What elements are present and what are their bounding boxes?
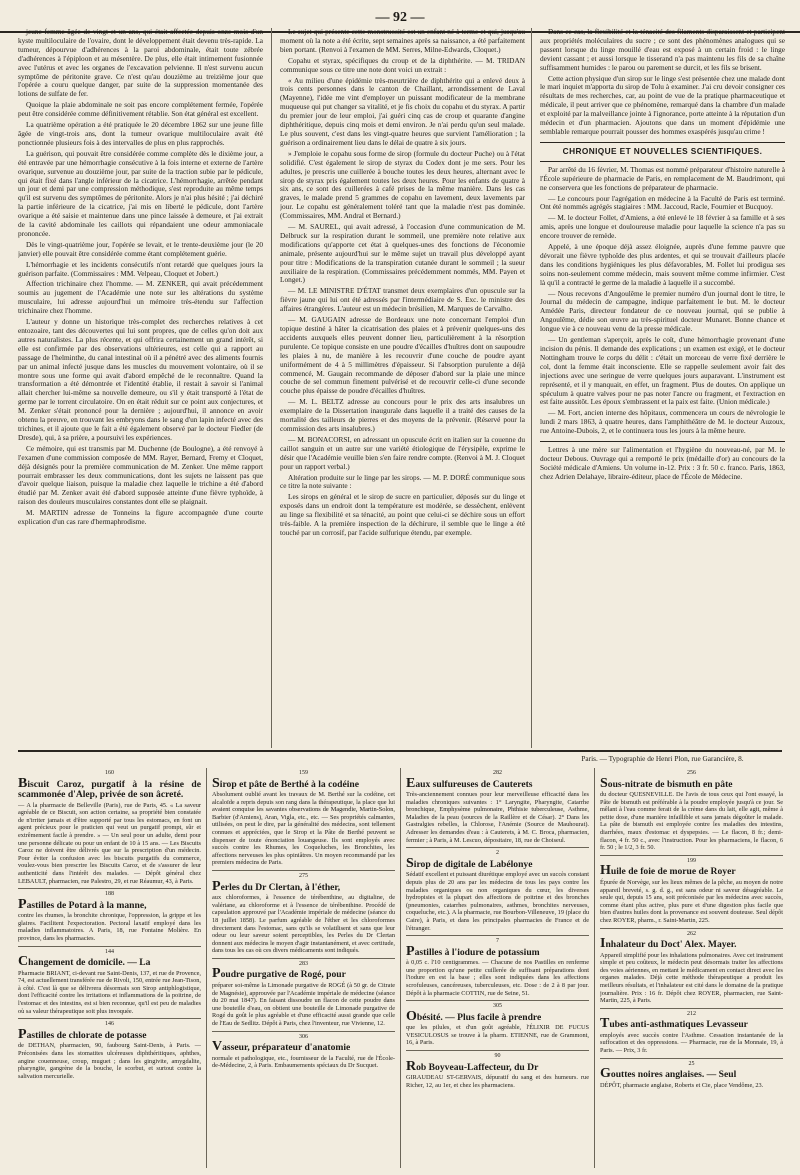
- advertisement: [600, 929, 783, 1009]
- ad-headline: Gouttes noires anglaises. — Seul: [600, 1066, 737, 1082]
- article-paragraph: Ce mémoire, qui est transmis par M. Duchenne (de Boulogne), a été renvoyé à l'examen d'une commission composée de MM. Rayer, Bernard, Fremy et Cloquet, déjà désignés pour la première communication de M. Zenker. Une même rapport pourrait embrasser les deux communications, dont les sujets ne laissent pas que d'avoir quelque liaison, puisque la maladie chez laquelle le trichine a été d'abord étudié par M. Zenker avait été d'abord supposée atteinte d'une fièvre typhoïde, à raison des douleurs musculaires constantes dont elle se plaignait.: [18, 443, 263, 507]
- ad-column-1: [18, 768, 201, 1168]
- ad-headline: Poudre purgative de Rogé, pour: [212, 966, 346, 982]
- ad-text: Pharmacie BRIANT, ci-devant rue Saint-Denis, 137, et rue de Provence, 74, est actuellement transférée rue de Rivoli, 150, entrée rue Jean-Tison, à côté. C'est là que se délivrera désormais son Sirop antiphlogistique, dont l'efficacité contre les irritations et inflammations de la poitrine, de l'estomac et des intestins, est si bien reconnue, qu'il est peu de maladies où sa valeur thérapeutique soit plus invoquée.: [18, 969, 201, 1015]
- chronicle-paragraph: — Le concours pour l'agrégation en médecine à la Faculté de Paris est terminé. Ont été nommés agrégés stagiaires : MM. Jaccoud, Racle, Fournier et Bucquoy.: [540, 193, 785, 212]
- ad-number: 262: [687, 930, 696, 937]
- footer-rule: [18, 750, 782, 752]
- article-column-1: [18, 28, 263, 748]
- article-paragraph: L'auteur y donne un historique très-complet des recherches relatives à cet entozoaire, tant des découvertes qui lui sont propres, que de celles qu'on doit aux autres naturalistes. La plus récente, et qui offrira certainement un grand intérêt, si elle est confirmée par des observations ultérieures, est celle qui a rapport au passage de l'helminthe, du canal intestinal où il a pénétré avec des aliments fournis par un animal infecté jusque dans les muscles du mouvement volontaire, où il se montre sous une forme qui avait d'abord empêché de le reconnaître. Quand la transformation a été démontrée et l'identité établie, il restait à savoir si l'animal allait chercher lui-même sa nouvelle demeure, ou s'il y était transporté à l'état de germe par le torrent circulatoire. On en était réduit sur ce point aux conjectures, et M. Zenker s'était prononcé pour la dernière ; aujourd'hui, il annonce en avoir obtenu la preuve, en trouvant les embryons dans le sang d'un lapin infecté avec des trichines, et il ajoute que le fait a été également observé par le docteur Fiedler (de Dresde), qui, à sa prière, a poursuivi les expériences.: [18, 317, 263, 442]
- article-column-2: [280, 28, 525, 748]
- advertisement: [406, 936, 589, 1001]
- ad-number: 283: [299, 960, 308, 967]
- advertisement: [212, 1032, 395, 1073]
- ad-text: — A la pharmacie de Belleville (Paris), rue de Paris, 45. « La saveur agréable de ce Biscuit, son action certaine, sa propriété bien constatée de n'irriter jamais et d'être supporté par tous les estomacs, en font un agent précieux pour le praticien qui veut un purgatif prompt, sûr et extrêmement facile à prendre. » — Un seul pour un adulte, demi pour une personne délicate ou pour un enfant de 10 à 15 ans. — Les Biscuits Caroz ne doivent être délivrés que sur la prescription d'un médecin. Pour éviter la confusion avec les biscuits purgatifs du commerce, voulez-vous bien prescrire les Biscuits Caroz, et de s'assurer de leur authenticité dans l'intérêt des malades. — Dépôt général chez LEBAULT, pharmacien, rue Palestro, 29, et rue Réaumur, 43, à Paris.: [18, 801, 201, 885]
- ad-text: DÉPÔT, pharmacie anglaise, Roberts et Cie, place Vendôme, 23.: [600, 1081, 764, 1089]
- ad-headline: Changement de domicile. — La: [18, 954, 151, 970]
- article-paragraph: « Au milieu d'une épidémie très-meurtrière de diphthérite qui a enlevé deux à trois cents personnes dans le canton de Chaillant, arrondissement de Laval (Mayenne), l'idée me vint d'employer un puissant modificateur de la membrane muqueuse qui put changer sa vitalité, et je fis choix du copahu et du styrax. A partir du premier jour de leur emploi, j'ai guéri cinq cas de croup et quarante d'angine diphthéritique, depuis cinq mois et demi environ. Je n'ai perdu qu'un seul malade. Le plus souvent, c'est dans les vingt-quatre heures que survient l'amélioration ; la guérison a ordinairement lieu dans le délai de quatre à six jours.: [280, 75, 525, 147]
- ad-text: employés avec succès contre l'Asthme. Cessation instantanée de la suffocation et des oppressions. — Pharmacie, rue de la Monnaie, 19, à Paris. — Prix, 3 fr.: [600, 1031, 783, 1055]
- ad-headline: Pastilles de chlorate de potasse: [18, 1026, 147, 1042]
- ad-headline: Sirop de digitale de Labélonye: [406, 855, 533, 871]
- ad-headline: Sous-nitrate de bismuth en pâte: [600, 775, 733, 791]
- imprint: Paris. — Typographie de Henri Plon, rue Garancière, 8.: [581, 754, 744, 763]
- ad-text: aux chloroformes, à l'essence de térébenthine, au digitaline, de valériane, au chloroforme et à l'essence de térébenthine. Procédé de capsulation approuvé par l'Académie impériale de médecine (séance du 18 juillet 1858). Le parfum agréable de l'éther et les chloroformes directement dans l'estomac, sans qu'ils se volatilisent et sans que leur odeur ou leur saveur soient perceptibles, les Perles du Dr Clertan donnent aux médecins le moyen d'agir instantanément, et avec certitude, dans tous les cas où ces divers médicaments sont indiqués.: [212, 894, 395, 955]
- ad-number: 90: [494, 1053, 501, 1060]
- column-rule: [206, 768, 207, 1168]
- ad-column-2: [212, 768, 395, 1168]
- article-paragraph: L'hémorrhagie et les incidents consécutifs n'ont retardé que quelques jours la guérison parfaite. (Commissaires : MM. Velpeau, Cloquet et Jobert.): [18, 259, 263, 278]
- article-paragraph: Quoique la plaie abdominale ne soit pas encore complétement fermée, l'opérée peut être considérée comme définitivement rétablie. Son état général est excellent.: [18, 100, 263, 119]
- advertisement: [406, 1051, 589, 1092]
- ad-text: Absolument oublié avant les travaux de M. Berthé sur la codéine, cet alcaloïde a repris depuis son rang dans la thérapeutique, la place que lui avaient conquise les savantes observations de Magendie, Martin-Solon, Barbier (d'Amiens), Aran, Vigla, etc., etc. — Ses propriétés calmantes, utilisées, on peut le dire, par la généralité des médecins, sont tellement connues et appréciées, que le Sirop et la Pâte de Berthé peuvent se dispenser de toute énonciation louangeuse. Ils sont employés avec succès contre les Rhumes, les Coqueluches, les Bronchites, les affections nerveuses les plus opiniâtres. Un moyen recommandé par les premiers médecins de Paris.: [212, 791, 395, 867]
- column-rule: [271, 28, 272, 748]
- chronicle-paragraph: — Nous recevons d'Angoulême le premier numéro d'un journal dont le titre, le Journal du médecin de campagne, indique parfaitement le but. M. le docteur Amédée Paris, directeur fondateur de ce nouveau journal, qui se publie à Angoulême, dédie son œuvre au très-spirituel docteur Munaret. Bonne chance et longue vie à ce nouveau venu de la presse médicale.: [540, 288, 785, 334]
- ad-number: 25: [688, 1060, 695, 1067]
- article-paragraph: Le sujet qui présente cette monstruosité est un enfant né à terme et qui, jusqu'au moment où la note a été écrite, sept semaines après sa naissance, a été parfaitement bien portant. (Renvoi à l'examen de MM. Serres, Milne-Edwards, Cloquet.): [280, 28, 525, 54]
- ad-number: 305: [493, 1003, 502, 1010]
- ad-text: préparer soi-même la Limonade purgative de ROGÉ (à 50 gr. de Citrate de Magnésie), approuvée par l'Académie impériale de médecine (séance du 20 mai 1847). En faisant dissoudre un flacon de cette poudre dans une bouteille d'eau, on obtient une bouteille de Limonade purgative de Rogé du goût le plus agréable et d'une efficacité aussi grande que celle de l'Eau de Sedlitz. Dépôt à Paris, chez l'inventeur, rue Vivienne, 12.: [212, 981, 395, 1027]
- ad-number: 2: [496, 850, 499, 857]
- ad-text: que les pilules, et d'un goût agréable, l'ÉLIXIR DE FUCUS VESICULOSUS se trouve à la pharm. ETIENNE, rue de Grammont, 16, à Paris.: [406, 1024, 589, 1047]
- ad-number: 282: [493, 770, 502, 776]
- ad-number: 159: [299, 770, 308, 776]
- ad-text: à 0,05 c. l'10 centigrammes. — Chacune de nos Pastilles en renferme une proportion qu'une petite cuillerée de suffisant préparations dont l'iodure en est la base ; elles sont indiquées dans les affections scrofuleuses, cancéreuses, tuberculeuses, etc. Dose : de 2 à 8 par jour. Dépôt à la pharmacie COTTIN, rue de Seine, 51.: [406, 959, 589, 997]
- ad-column-3: [406, 768, 589, 1168]
- column-rule: [594, 768, 595, 1168]
- advertisement: [600, 856, 783, 929]
- article-paragraph: — M. L. BELTZ adresse au concours pour le prix des arts insalubres un exemplaire de la Dissertation inaugurale dans laquelle il a traité des causes de la mortalité des tailleurs de pierres et des moyens de la prévenir. (Réservé pour la commission des arts insalubres.): [280, 397, 525, 433]
- section-rule: [540, 142, 785, 143]
- ad-text: de DETHAN, pharmacien, 90, faubourg Saint-Denis, à Paris. — Préconisées dans les stomatites ulcéreuses diphthéritiques, aphthes, angine couenneuse, croup, muguet ; dans les gingivite, amygdalite, pharyngite, gangrène de la bouche, le scorbut, et surtout contre la salivation mercurielle.: [18, 1042, 201, 1080]
- ad-number: 212: [687, 1010, 696, 1017]
- ad-headline: Tubes anti-asthmatiques Levasseur: [600, 1016, 748, 1032]
- ad-text: Très-anciennement connues pour leur merveilleuse efficacité dans les maladies chroniques suivantes : 1° Laryngite, Pharyngite, Catarrhe bronchique, Emphysème pulmonaire, Phthisie tuberculeuse, Asthme, Maladies de la peau (sources de la Raillère et de César). 2° Dans les Gastralgies rebelles, la Chlorose, l'Anémie (Source de Mauhourat). Adresser les demandes d'eau : à Cauterets, à M. C. Broca, pharmacien, fermier ; à Paris, à M. Lescuo, dépositaire, 18, rue de Choiseul.: [406, 791, 589, 844]
- column-rule: [531, 28, 532, 748]
- chronicle-paragraph: — M. Fort, ancien interne des hôpitaux, commencera un cours de névrologie le lundi 2 mars 1863, à quatre heures, dans l'amphithéâtre de M. le docteur Auzoux, rue Antoine-Dubois, 2, et le continuera tous les jours à la même heure.: [540, 408, 785, 436]
- chronicle-title: CHRONIQUE ET NOUVELLES SCIENTIFIQUES.: [562, 145, 763, 156]
- advertisement: [212, 959, 395, 1032]
- advertisement: [18, 768, 201, 889]
- article-paragraph: jeune femme âgée de vingt et un ans, qui était affectée depuis onze mois d'un kyste multiloculaire de l'ovaire, dont le développement était devenu très-rapide. La tumeur, dépourvue d'adhérences à la paroi abdominale, était toute zébrée d'adhérences à l'épiploon et au mésentère. De plus, elle était intimement fusionnée avec l'utérus et avec les organes de l'excavation pelvienne. Il n'est survenu aucun symptôme de péritonite grave. Ce n'est qu'au douzième au treizième jour que l'opérée a couru quelque danger, par suite de la suppression momentanée des lotions de sulfate de fer.: [18, 28, 263, 99]
- ad-headline: Pastilles de Potard à la manne,: [18, 896, 147, 912]
- ad-text: du docteur QUESNEVILLE. De l'avis de tous ceux qui l'ont essayé, la Pâte de bismuth est préférable à la poudre employée jusqu'à ce jour. Se mêlant à l'eau comme ferait de la crème dans du lait, elle agit, même à petite dose, d'une manière infaillible et sans jamais dégoûter le malade. La pâte de bismuth est employée contre les maladies des intestins, diarrhées, maux d'estomac et dyspepsies. — Le flacon, 8 fr.; demi-flacon, 4 fr. 50 c., avec l'instruction. Pour les pharmaciens, le flacon, 6 fr. 50 ; le 1/2, 3 fr. 50.: [600, 791, 783, 852]
- ad-text: Appareil simplifié pour les inhalations pulmonaires. Avec cet instrument simple et peu coûteux, le médecin peut désormais traiter les affections des voies aériennes, en mettant le médicament en contact direct avec les organes malades. Déjà cette méthode thérapeutique a produit les meilleurs résultats, et l'inhalateur est cité dans le domaine de la pratique journalière. Prix : 16 fr. Dépôt chez ROYER, pharmacien, rue Saint-Martin, 225, à Paris.: [600, 951, 783, 1005]
- ad-column-4: [600, 768, 783, 1168]
- article-paragraph: Copahu et styrax, spécifiques du croup et de la diphthérite. — M. TRIDAN communique sous ce titre une note dont voici un extrait :: [280, 55, 525, 74]
- article-paragraph: — M. GAUGAIN adresse de Bordeaux une note concernant l'emploi d'un topique destiné à hâter la cicatrisation des plaies et à prévenir quelques-uns des accidents auxquels elles peuvent donner lieu, particulièrement à la résorption purulente. Ce topique consiste en une poudre d'écailles d'huîtres dont on saupoudre les plaies à nu, de manière à les recouvrir d'une couche de poudre ayant uniformément de 4 à 5 millimètres d'épaisseur. Si l'absorption purulente a déjà commencé, M. Gaugain recommande de déposer d'abord sur la plaie une mince couche de sel commun finement pulvérisé et de recouvrir celle-ci d'une seconde couche plus épaisse de poudre d'écailles d'huîtres.: [280, 315, 525, 396]
- ad-headline: Huile de foie de morue de Royer: [600, 863, 736, 879]
- article-paragraph: La guérison, qui pouvait être considérée comme complète dès le dixième jour, a été entravée par une hémorrhagie consécutive à la fois interne et externe de l'artère ovarique, survenue au douzième jour, par suite de la traction subie par le pédicule, qui était fixé dans l'angle inférieur de la cicatrice. L'hémorrhagie, arrêtée pendant un jour et demi par une compression méthodique, s'est reproduite au même temps qu'il est survenu des symptômes de péritonite. Alors je n'ai plus hésité ; j'ai déchiré la partie inférieure de la cicatrice, j'ai mis en liberté le pédicule, dont l'artère ovarique a été saisie et maintenue dans une pince laissée à demeure, et j'ai extrait de la cavité abdominale les caillots qui répandaient une odeur ammoniacale prononcée.: [18, 148, 263, 238]
- article-paragraph: — M. SAUREL, qui avait adressé, à l'occasion d'une communication de M. Delbruck sur la respiration durant le sommeil, une première note relative aux modifications qu'apporte cet état à quelques-unes des fonctions de l'économie animale, présente aujourd'hui sur le même sujet un travail plus développé ayant pour titre : Modifications de la transpiration cutanée durant le sommeil ; la sueur auxiliaire de la respiration. (Commissaires précédemment nommés, MM. Payen et Longet.): [280, 222, 525, 285]
- ad-text: Sédatif excellent et puissant diurétique employé avec un succès constant depuis plus de 20 ans par les médecins de tous les pays contre les maladies organiques ou non organiques du cœur, les diverses hydropisies et la plupart des affections de poitrine et des bronches (pneumonies, catarrhes pulmonaires, asthmes, bronchites nerveuses, coqueluche, etc.). A la pharmacie, rue Bourbon-Villeneuve, 19 (place du Caire), à Paris, et dans les principales pharmacies de France et de l'étranger.: [406, 871, 589, 932]
- article-paragraph: — M. BONACORSI, en adressant un opuscule écrit en italien sur la couenne du caillot sanguin et un autre sur une variété étiologique de l'érysipèle, exprime le désir que l'Académie veuille bien s'en faire rendre compte. (Renvoi à M. J. Cloquet pour un rapport verbal.): [280, 434, 525, 471]
- advertisement: [600, 1059, 783, 1093]
- article-paragraph: Affection trichinaire chez l'homme. — M. ZENKER, qui avait précédemment soumis au jugement de l'Académie une note sur les altérations du système musculaire, lui adresse aujourd'hui un mémoire très-étendu sur l'affection trichinaire chez l'homme.: [18, 279, 263, 316]
- ad-headline: Rob Boyveau-Laffecteur, du Dr: [406, 1058, 539, 1074]
- ad-number: 275: [299, 873, 308, 880]
- chronicle-paragraph: Par arrêté du 16 février, M. Thomas est nommé préparateur d'histoire naturelle à l'École supérieure de pharmacie de Paris, en remplacement de M. Baudrimont, qui ne conservera que les fonctions de préparateur de pharmacie.: [540, 164, 785, 192]
- section-rule: [540, 441, 785, 442]
- ad-headline: Inhalateur du Doct' Alex. Mayer.: [600, 936, 737, 952]
- ad-number: 144: [105, 948, 114, 955]
- column-rule: [400, 768, 401, 1168]
- article-paragraph: » J'emploie le copahu sous forme de sirop (formule du docteur Puche) ou à l'état solidifié. C'est également le sirop de styrax du Codex dont je me sers. Pour les adultes, je prescris une cuillerée à bouche toutes les deux heures, alternant avec le sirop de styrax pris également toutes les deux heures. Pour les enfants de quatre à six ans, ce sont des cuillerées à café prises de la même manière. Dans les cas graves, le malade prend 5 grammes de copahu en lavement, deux lavements par jour. Le copahu est généralement toléré tant que la maladie n'est pas dominée. (Commissaires, MM. Andral et Bernard.): [280, 148, 525, 221]
- advertisement: [18, 947, 201, 1020]
- article-paragraph: — M. LE MINISTRE D'ÉTAT transmet deux exemplaires d'un opuscule sur la fièvre jaune qui lui ont été adressés par l'intermédiaire de S. Exc. le ministre des affaires étrangères. L'auteur est un médecin brésilien, M. Marques de Carvalho.: [280, 286, 525, 314]
- advertisement: [18, 1019, 201, 1083]
- advertisement: [18, 889, 201, 946]
- ad-number: 146: [105, 1021, 114, 1028]
- ad-text: Épurée de Norvège, sur les lieux mêmes de la pêche, au moyen de notre appareil breveté, s. g. d. g., est sans odeur ni saveur désagréable. Le seule qui, depuis 15 ans, soit préconisée par les médecins avec succès, comme étant plus active, plus pure et d'une digestion plus facile que bien d'autres huiles dont la provenance est souvent douteuse. Seul dépôt chez ROYER, pharm., r. Saint-Martin, 225.: [600, 878, 783, 924]
- ad-headline: Sirop et pâte de Berthé à la codéine: [212, 775, 359, 791]
- ad-number: 188: [105, 891, 114, 898]
- article-paragraph: La quatrième opération a été pratiquée le 20 décembre 1862 sur une jeune fille âgée de vingt-trois ans, dont la tumeur ovarique multiloculaire avait été ponctionnée plusieurs fois à des intervalles de plus en plus rapprochés.: [18, 120, 263, 147]
- ad-number: 256: [687, 770, 696, 776]
- article-paragraph: Cette action physique d'un sirop sur le linge s'est présentée chez une malade dont le mari inquiet m'apporta du sirop de Tolu à examiner. J'ai cru devoir consigner ces résultats de mes recherches, car, au point de vue de la pratique pharmaceutique et médicale, il peut arriver que ce phénomène, remarqué dans la chambre d'un malade et exploité par la malveillance jointe à l'ignorance, porte atteinte à la réputation d'un médecin et d'un pharmacien. Ajoutons que dans un moment d'épidémie une semblable remarque pourrait pousser des hommes exaspérés jusqu'au crime !: [540, 73, 785, 136]
- page-number: — 92 —: [0, 10, 800, 33]
- ad-number: 160: [105, 770, 114, 776]
- publisher-notice: Lettres à une mère sur l'alimentation et l'hygiène du nouveau-né, par M. le docteur Debous. Ouvrage qui a remporté le prix (médaille d'or) au concours de la Société médicale d'Amiens. Un volume in-12. Prix : 3 fr. 50 c. franco. Paris, 1863, chez Adrien Delahaye, libraire-éditeur, place de l'École de Médecine.: [540, 445, 785, 481]
- chronicle-paragraph: — M. le docteur Follet, d'Amiens, a été enlevé le 18 février à sa famille et à ses amis, après une longue et douloureuse maladie pour laquelle la science n'a pas su encore trouver de remède.: [540, 213, 785, 241]
- article-column-3: [540, 28, 785, 748]
- ad-number: 199: [687, 857, 696, 864]
- article-paragraph: Altération produite sur le linge par les sirops. — M. P. DORÉ communique sous ce titre la note suivante :: [280, 472, 525, 491]
- advertisement: [600, 768, 783, 856]
- article-paragraph: Dans ce cas, la flexibilité et la ténacité des filaments disparaissent et participent aux propriétés moléculaires du sucre ; ce sont des phénomènes analogues qui se passent lorsque du linge mouillé d'eau est exposé à un certain froid : le linge devient cassant ; et aussi lorsque le tisserand n'a pas maintenu les fils de sa chaîne suffisamment humides : le parou ou parement se durcit, et les fils se brisent.: [540, 28, 785, 72]
- advertisement: [406, 768, 589, 848]
- advertisement: [600, 1009, 783, 1059]
- ad-headline: Eaux sulfureuses de Cauterets: [406, 775, 533, 791]
- chronicle-paragraph: Appelé, à une époque déjà assez éloignée, auprès d'une femme pauvre que dévorait une fièvre typhoïde des plus ardentes, et qui se trouvait d'ailleurs placée dans les conditions hygiéniques les plus défavorables, M. Follet lui prodigua ses soins non-seulement comme médecin, mais souvent même comme infirmier. C'est là qu'il a contracté le germe de la maladie à laquelle il a succombé.: [540, 242, 785, 287]
- ad-headline: Perles du Dr Clertan, à l'éther,: [212, 878, 341, 894]
- advertisement: [406, 848, 589, 936]
- ad-headline: Pastilles à l'iodure de potassium: [406, 943, 540, 959]
- section-rule: [540, 161, 785, 162]
- article-paragraph: M. MARTIN adresse de Tonneins la figure accompagnée d'une courte explication d'un cas rare d'hermaphrodisme.: [18, 508, 263, 527]
- advertisement: [212, 871, 395, 959]
- advertisements: [18, 768, 784, 1168]
- ad-text: contre les rhumes, la bronchite chronique, l'oppression, la grippe et les glaires. Facilitent l'expectoration. Pectoral laxatif employé dans les maladies inflammatoires. A Paris, 18, rue Fontaine Molière. En province, dans les pharmacies.: [18, 912, 201, 942]
- ad-headline: Obésité. — Plus facile à prendre: [406, 1008, 542, 1024]
- ad-headline: Biscuit Caroz, purgatif à la résine de scammonée d'Alep, privée de son âcreté.: [18, 775, 201, 801]
- ad-text: GIRAUDEAU ST-GERVAIS, dépuratif du sang et des humeurs. rue Richer, 12, au 1er, et chez les pharmaciens.: [406, 1074, 589, 1089]
- advertisement: [406, 1001, 589, 1051]
- ad-number: 306: [299, 1033, 308, 1040]
- advertisement: [212, 768, 395, 871]
- article-paragraph: Les sirops en général et le sirop de sucre en particulier, déposés sur du linge et exposés dans un endroit dont la température est modérée, se dessèchent, enlèvent au linge sa flexibilité et sa ténacité, au point que celui-ci se déchire sous un effort très-faible. A la première inspection de la déchirure, il semble que le linge a été touché par un corrosif, par l'acide sulfurique étendu, par exemple.: [280, 492, 525, 537]
- ad-headline: Vasseur, préparateur d'anatomie: [212, 1039, 351, 1055]
- article-paragraph: Dès le vingt-quatrième jour, l'opérée se levait, et le trente-deuxième jour (le 20 janvier) elle pouvait être considérée comme étant complétement guérie.: [18, 239, 263, 258]
- ad-number: 7: [496, 938, 499, 945]
- ad-text: normale et pathologique, etc., fournisseur de la Faculté, rue de l'École-de-Médecine, 2, à Paris. Embaumements spéciaux du Dr Sucquet.: [212, 1054, 395, 1070]
- chronicle-paragraph: — Un gentleman s'aperçoit, après le coït, d'une hémorrhagie provenant d'une incision du pénis. Il demande des explications ; un examen est exigé, et le docteur Nottingham trouve le corps du délit : c'était un morceau de verre fixé derrière le col, dont la femme était inconsciente. Elle se rappelle seulement avoir fait des injections avec une seringue de verre quelques jours auparavant. L'instrument est représenté, et il y manquait, en effet, un fragment. Plus de doutes. On applique un spéculum à quatre valves pour ne pas noter l'ancre ou fragment, et l'extraction en est faite aussitôt. Les époux s'embrassent et la paix est faite. (Union médicale.): [540, 335, 785, 407]
